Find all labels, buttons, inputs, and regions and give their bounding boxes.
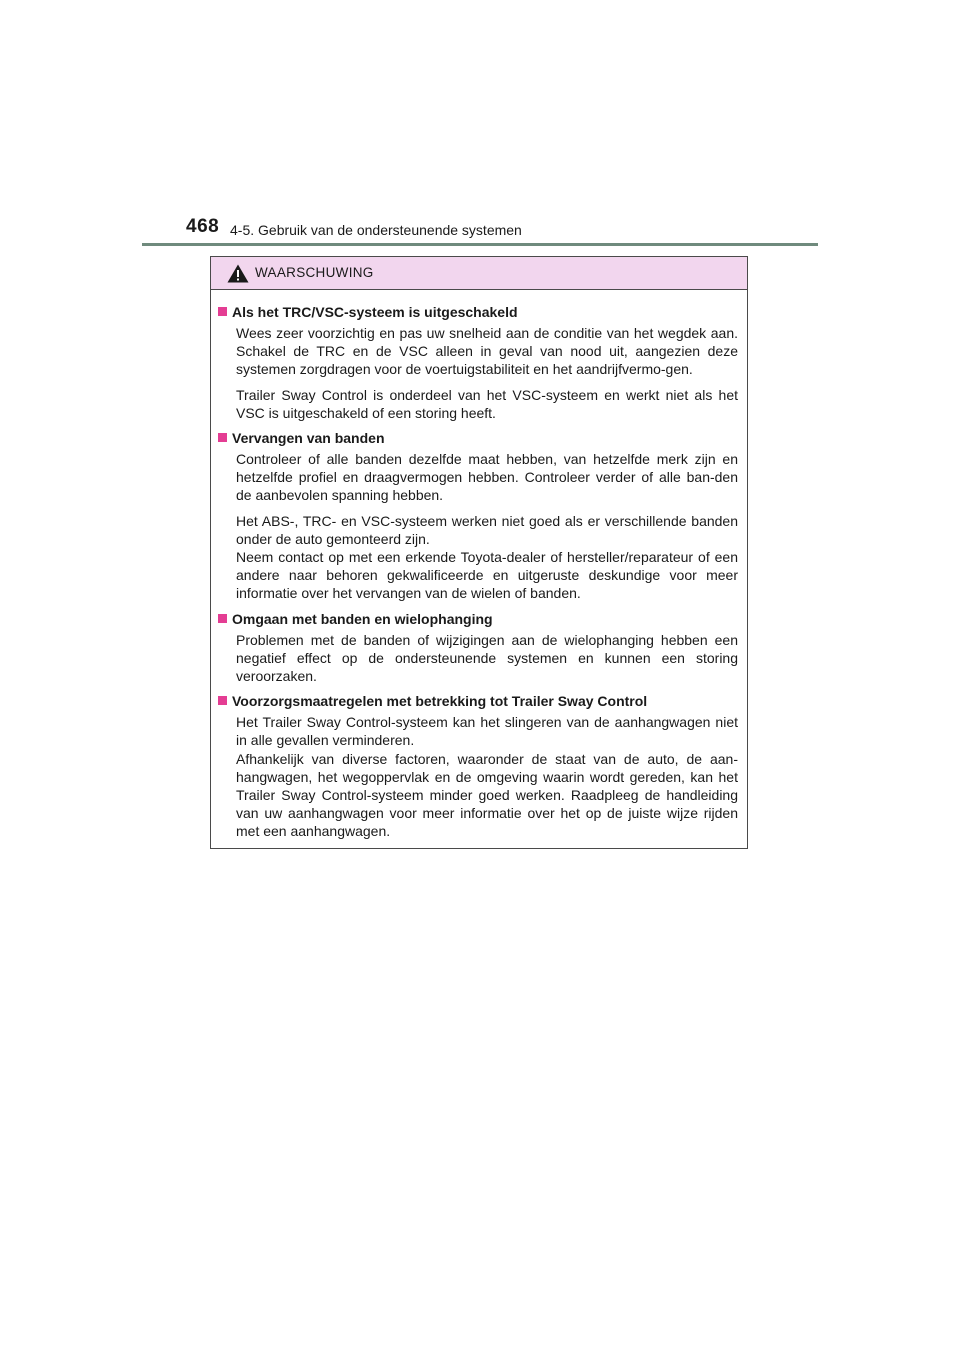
warning-box [210,256,748,849]
warning-item-title [218,303,738,322]
warning-label: WAARSCHUWING [255,265,374,280]
warning-item-title-text: Als het TRC/VSC-systeem is uitgeschakeld [232,304,518,320]
warning-item-title-text: Omgaan met banden en wielophanging [232,610,493,627]
warning-item-title-text: Vervangen van banden [232,430,385,447]
square-bullet-icon [218,696,227,705]
warning-triangle-icon [227,264,249,283]
square-bullet-icon [218,307,227,316]
warning-paragraph: Controleer of alle banden dezelfde maat hebben, van hetzelfde merk zijn en hetzelfde profiel en draagvermogen hebben. Controleer verder of alle ban-den de aanbevolen spanning hebben. [236,451,738,504]
warning-item [218,303,738,422]
section-title: 4-5. Gebruik van de ondersteunende systemen [230,222,522,238]
warning-body [211,290,747,841]
warning-paragraph: Wees zeer voorzichtig en pas uw snelheid aan de conditie van het wegdek aan. Schakel de TRC en de VSC alleen in geval van nood uit, aangezien deze systemen zorgdragen voor de voertuigstabiliteit en het aandrijfvermo-gen. [236,325,738,378]
square-bullet-icon [218,433,227,442]
warning-item [218,692,738,840]
warning-item-title [218,429,738,448]
warning-paragraph: Trailer Sway Control is onderdeel van het VSC-systeem en werkt niet als het VSC is uitgeschakeld of een storing heeft. [236,386,738,421]
warning-item-title [218,692,738,711]
header-rule [142,243,818,246]
warning-paragraph: Het Trailer Sway Control-systeem kan het slingeren van de aanhangwagen niet in alle gevallen verminderen. Afhankelijk van diverse factoren, waaronder de staat van de auto, de aan-hangwagen, het wegoppervlak en de omgeving waarin wordt gereden, kan het Trailer Sway Control-systeem minder goed werken. Raadpleeg de handleiding van uw aanhangwagen voor meer informatie over het op de juiste wijze rijden met een aanhangwagen. [236,714,738,840]
warning-item [218,429,738,603]
square-bullet-icon [218,614,227,623]
warning-paragraph: Problemen met de banden of wijzigingen aan de wielophanging hebben een negatief effect op de ondersteunende systemen en kunnen een storing veroorzaken. [236,631,738,685]
warning-item-title [218,610,738,629]
page-number: 468 [186,216,220,237]
warning-item-title-text: Voorzorgsmaatregelen met betrekking tot Trailer Sway Control [232,693,648,710]
warning-item [218,610,738,686]
warning-paragraph: Het ABS-, TRC- en VSC-systeem werken niet goed als er verschillende banden onder de auto gemonteerd zijn. Neem contact op met een erkende Toyota-dealer of hersteller/reparateur of een andere naar behoren gekwalificeerde en uitgeruste deskundige voor meer informatie over het vervangen van de wielen of banden. [236,512,738,602]
warning-header [211,257,747,290]
